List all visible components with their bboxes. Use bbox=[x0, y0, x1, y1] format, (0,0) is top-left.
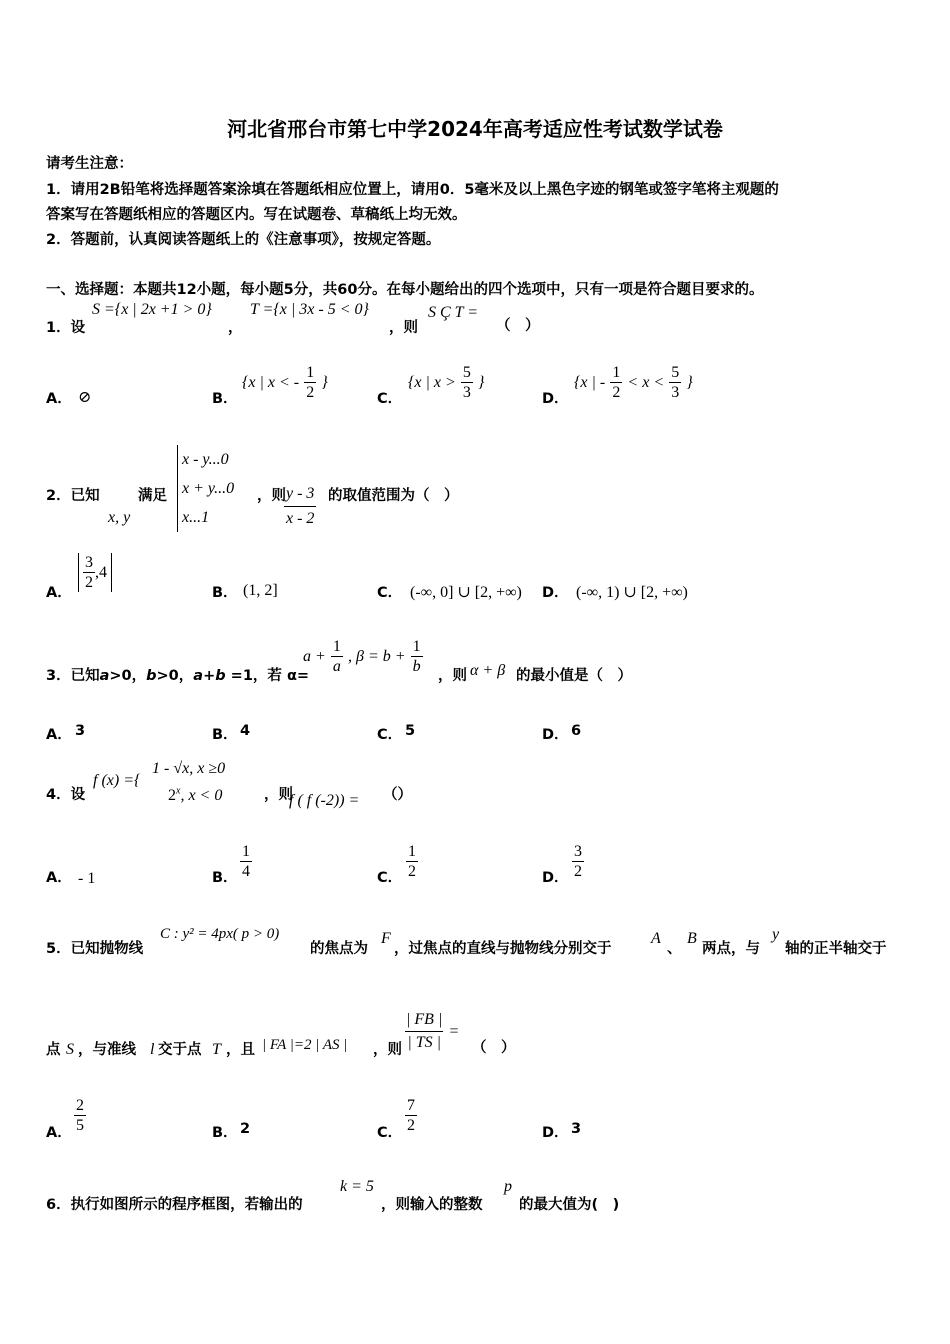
q2-option-d-label[interactable]: D． bbox=[542, 585, 569, 601]
q5-curve: C : y² = 4px( p > 0) bbox=[160, 926, 280, 942]
q2-a-fraction bbox=[83, 553, 95, 592]
q1-b-post: } bbox=[321, 374, 328, 391]
q6-mid: ，则输入的整数 bbox=[381, 1197, 483, 1213]
q1-option-d-label[interactable]: D． bbox=[542, 391, 569, 407]
q3-option-a: 3 bbox=[75, 723, 86, 739]
q4-option-b bbox=[240, 842, 252, 881]
q1-d-num-1: 1 bbox=[612, 364, 621, 381]
q2-fraction bbox=[284, 482, 316, 531]
q5-line: ，过焦点的直线与抛物线分别交于 bbox=[394, 941, 612, 957]
q5-y: y bbox=[772, 926, 780, 943]
q4-option-c-label[interactable]: C． bbox=[377, 870, 403, 886]
q4-option-a-label[interactable]: A． bbox=[46, 870, 72, 886]
q5-a-num: 2 bbox=[76, 1097, 84, 1114]
q1-option-a: ⊘ bbox=[78, 389, 92, 406]
q5-t: T bbox=[212, 1041, 221, 1058]
q4-f: f (x) ={ bbox=[93, 772, 141, 789]
q1-d-pre: {x | - bbox=[574, 374, 606, 391]
q1-paren: （ ） bbox=[496, 318, 540, 334]
q3-stem bbox=[46, 664, 309, 685]
q3-alpha-fraction bbox=[331, 637, 343, 676]
q5-number: 5．已知抛物线 bbox=[46, 941, 144, 957]
q4-case2-exp: x bbox=[176, 785, 181, 797]
q1-d-num-2: 5 bbox=[671, 364, 680, 381]
q3-option-d: 6 bbox=[571, 723, 582, 739]
q4-case-1: 1 - √x, x ≥0 bbox=[152, 760, 226, 777]
q3-alpha-num: 1 bbox=[332, 638, 341, 655]
q2-vars: x, y bbox=[108, 509, 131, 526]
q4-d-num: 3 bbox=[574, 843, 582, 860]
q6-ask: 的最大值为( ) bbox=[519, 1197, 620, 1213]
q1-option-c-label[interactable]: C． bbox=[377, 391, 403, 407]
q5-l: l bbox=[150, 1041, 155, 1058]
q2-constraint-1: x - y...0 bbox=[182, 451, 229, 468]
q3-alpha-eq: =1，若 α= bbox=[225, 668, 310, 684]
q1-b-fraction bbox=[304, 363, 316, 402]
q2-option-a-label[interactable]: A． bbox=[46, 585, 72, 601]
q4-c-num: 1 bbox=[408, 843, 416, 860]
q2-a-den: 2 bbox=[85, 574, 93, 591]
q5-option-c bbox=[405, 1096, 417, 1135]
q4-option-b-label[interactable]: B． bbox=[212, 870, 238, 886]
q4-c-den: 2 bbox=[408, 863, 416, 880]
q5-and: ，且 bbox=[226, 1042, 255, 1058]
q3-b: b bbox=[146, 668, 157, 684]
q5-dir: ，与准线 bbox=[78, 1042, 136, 1058]
page-title: 河北省邢台市第七中学2024年高考适应性考试数学试卷 bbox=[227, 117, 723, 141]
q6-stem: 6．执行如图所示的程序框图，若输出的 bbox=[46, 1197, 303, 1213]
q5-point: 点 bbox=[46, 1042, 61, 1058]
q2-expression bbox=[284, 482, 316, 531]
q5-focus: 的焦点为 bbox=[310, 941, 368, 957]
q3-option-b-label[interactable]: B． bbox=[212, 727, 238, 743]
q4-b-num: 1 bbox=[242, 843, 250, 860]
q2-a-num: 3 bbox=[85, 554, 93, 571]
q5-c-fraction bbox=[405, 1096, 417, 1135]
q3-beta-num: 1 bbox=[412, 638, 421, 655]
notice-line-3: 2．答题前，认真阅读答题纸上的《注意事项》，按规定答题。 bbox=[46, 232, 441, 248]
q1-b-num: 1 bbox=[306, 364, 315, 381]
q3-beta-den: b bbox=[412, 658, 421, 675]
q2-satisfy: 满足 bbox=[138, 488, 167, 504]
q2-then: ，则 bbox=[257, 488, 286, 504]
q2-option-b-label[interactable]: B． bbox=[212, 585, 238, 601]
q5-a: A bbox=[651, 930, 661, 947]
q4-then: ，则 bbox=[264, 787, 293, 803]
q1-c-fraction bbox=[461, 363, 473, 402]
q4-option-a: - 1 bbox=[78, 870, 96, 887]
q4-b-fraction bbox=[240, 842, 252, 881]
q5-option-d: 3 bbox=[571, 1121, 582, 1137]
q4-b-den: 4 bbox=[242, 863, 250, 880]
q1-b-den: 2 bbox=[306, 384, 315, 401]
q5-c-num: 7 bbox=[407, 1097, 415, 1114]
q3-b2: b bbox=[215, 668, 226, 684]
q6-k: k = 5 bbox=[340, 1178, 374, 1195]
q1-option-a-label[interactable]: A． bbox=[46, 391, 72, 407]
notice-line-1: 1．请用2B铅笔将选择题答案涂填在答题纸相应位置上，请用0．5毫米及以上黑色字迹的钢笔或签字笔将主观题的 bbox=[46, 182, 779, 198]
q2-constraint-2: x + y...0 bbox=[182, 480, 235, 497]
q1-c-pre: {x | x > bbox=[408, 374, 456, 391]
q4-option-c bbox=[406, 842, 418, 881]
q1-option-c bbox=[408, 363, 484, 402]
q4-case2-base: 2 bbox=[168, 787, 176, 804]
q2-constraints bbox=[177, 445, 234, 532]
q1-d-fraction-2 bbox=[669, 363, 681, 402]
q5-option-c-label[interactable]: C． bbox=[377, 1125, 403, 1141]
q3-option-c-label[interactable]: C． bbox=[377, 727, 403, 743]
q5-ratio bbox=[404, 1009, 458, 1054]
q1-d-den-1: 2 bbox=[612, 384, 621, 401]
q5-ratio-num: | FB | bbox=[406, 1011, 443, 1028]
q3-a2: a bbox=[193, 668, 204, 684]
q5-b: B bbox=[687, 930, 697, 947]
q2-frac-num: y - 3 bbox=[286, 485, 315, 502]
q4-case2-rest: , x < 0 bbox=[180, 787, 223, 804]
q1-comma: ， bbox=[228, 320, 243, 336]
q3-beta-pre: , β = b + bbox=[347, 648, 406, 665]
q3-alpha-den: a bbox=[332, 658, 341, 675]
q5-dun: 、 bbox=[667, 941, 682, 957]
q3-expr: α + β bbox=[470, 662, 506, 679]
q3-beta-fraction bbox=[411, 637, 423, 676]
q3-option-c: 5 bbox=[405, 723, 416, 739]
q4-c-fraction bbox=[406, 842, 418, 881]
q5-equals: = bbox=[449, 1023, 459, 1040]
q5-two: 两点，与 bbox=[702, 941, 760, 957]
q1-c-num: 5 bbox=[462, 364, 471, 381]
q1-option-b-label[interactable]: B． bbox=[212, 391, 238, 407]
section-header: 一、选择题：本题共12小题，每小题5分，共60分。在每小题给出的四个选项中，只有一项是符合题目要求的。 bbox=[46, 282, 764, 298]
q4-option-d bbox=[572, 842, 584, 881]
q5-option-a-label[interactable]: A． bbox=[46, 1125, 72, 1141]
q3-alpha-pre: a + bbox=[303, 648, 326, 665]
q3-a: a bbox=[99, 668, 110, 684]
q1-expr: S Ç T = bbox=[428, 304, 479, 321]
q2-option-a bbox=[78, 553, 112, 592]
q4-paren: （） bbox=[383, 787, 412, 803]
q2-ask: 的取值范围为（ ） bbox=[328, 488, 459, 504]
q5-condition: | FA |=2 | AS | bbox=[262, 1037, 348, 1053]
q4-d-fraction bbox=[572, 842, 584, 881]
q5-a-fraction bbox=[74, 1096, 86, 1135]
q1-d-mid: < x < bbox=[627, 374, 665, 391]
q5-c-den: 2 bbox=[407, 1117, 415, 1134]
q4-case-2 bbox=[168, 785, 222, 805]
q3-option-d-label[interactable]: D． bbox=[542, 727, 569, 743]
q5-meet: 交于点 bbox=[158, 1042, 202, 1058]
q6-p: p bbox=[504, 1178, 512, 1195]
q5-a-den: 5 bbox=[76, 1117, 84, 1134]
q5-option-a bbox=[74, 1096, 86, 1135]
q1-d-den-2: 3 bbox=[671, 384, 680, 401]
q5-option-d-label[interactable]: D． bbox=[542, 1125, 569, 1141]
q3-ask: 的最小值是（ ） bbox=[516, 668, 632, 684]
q3-then: ，则 bbox=[438, 668, 467, 684]
q3-option-a-label[interactable]: A． bbox=[46, 727, 72, 743]
q5-ratio-fraction bbox=[404, 1009, 444, 1054]
q2-frac-den: x - 2 bbox=[284, 506, 316, 531]
q1-c-post: } bbox=[477, 374, 485, 391]
q2-option-d: (-∞, 1) ∪ [2, +∞) bbox=[576, 584, 688, 601]
q5-s: S bbox=[66, 1041, 74, 1058]
q3-alpha bbox=[303, 637, 423, 676]
q5-option-b: 2 bbox=[240, 1121, 251, 1137]
q5-f: F bbox=[381, 930, 391, 947]
q1-set-s: S ={x | 2x +1 > 0} bbox=[92, 301, 212, 318]
q3-gt0-b: >0， bbox=[156, 668, 194, 684]
q2-option-c-label[interactable]: C． bbox=[377, 585, 403, 601]
q1-then: ，则 bbox=[389, 320, 418, 336]
q5-then: ，则 bbox=[373, 1042, 402, 1058]
q5-option-b-label[interactable]: B． bbox=[212, 1125, 238, 1141]
q2-option-c: (-∞, 0] ∪ [2, +∞) bbox=[410, 584, 522, 601]
q1-option-b bbox=[242, 363, 328, 402]
q3-plus: + bbox=[203, 668, 216, 684]
q2-option-b: (1, 2] bbox=[243, 582, 278, 599]
q4-d-den: 2 bbox=[574, 863, 582, 880]
notice-line-2: 答案写在答题纸相应的答题区内。写在试题卷、草稿纸上均无效。 bbox=[46, 207, 467, 223]
q4-option-d-label[interactable]: D． bbox=[542, 870, 569, 886]
q1-set-t: T ={x | 3x - 5 < 0} bbox=[250, 301, 369, 318]
q5-ratio-den: | TS | bbox=[405, 1031, 443, 1054]
q3-pre: 3．已知 bbox=[46, 668, 100, 684]
q1-d-post: } bbox=[686, 374, 693, 391]
q5-paren: （ ） bbox=[472, 1040, 516, 1056]
q4-number: 4．设 bbox=[46, 787, 86, 803]
q3-gt0-a: >0， bbox=[109, 668, 147, 684]
q1-number: 1．设 bbox=[46, 320, 86, 336]
q2-a-post: ,4 bbox=[95, 564, 107, 581]
q4-expr: f ( f (-2)) = bbox=[289, 792, 360, 809]
q1-d-fraction-1 bbox=[610, 363, 622, 402]
q5-axis: 轴的正半轴交于 bbox=[785, 941, 887, 957]
q3-option-b: 4 bbox=[240, 723, 251, 739]
q2-constraint-3: x...1 bbox=[182, 509, 210, 526]
q1-option-d bbox=[574, 363, 693, 402]
q1-c-den: 3 bbox=[462, 384, 471, 401]
notice-heading: 请考生注意： bbox=[46, 156, 133, 172]
q1-b-pre: {x | x < - bbox=[242, 374, 300, 391]
q2-number: 2．已知 bbox=[46, 488, 100, 504]
